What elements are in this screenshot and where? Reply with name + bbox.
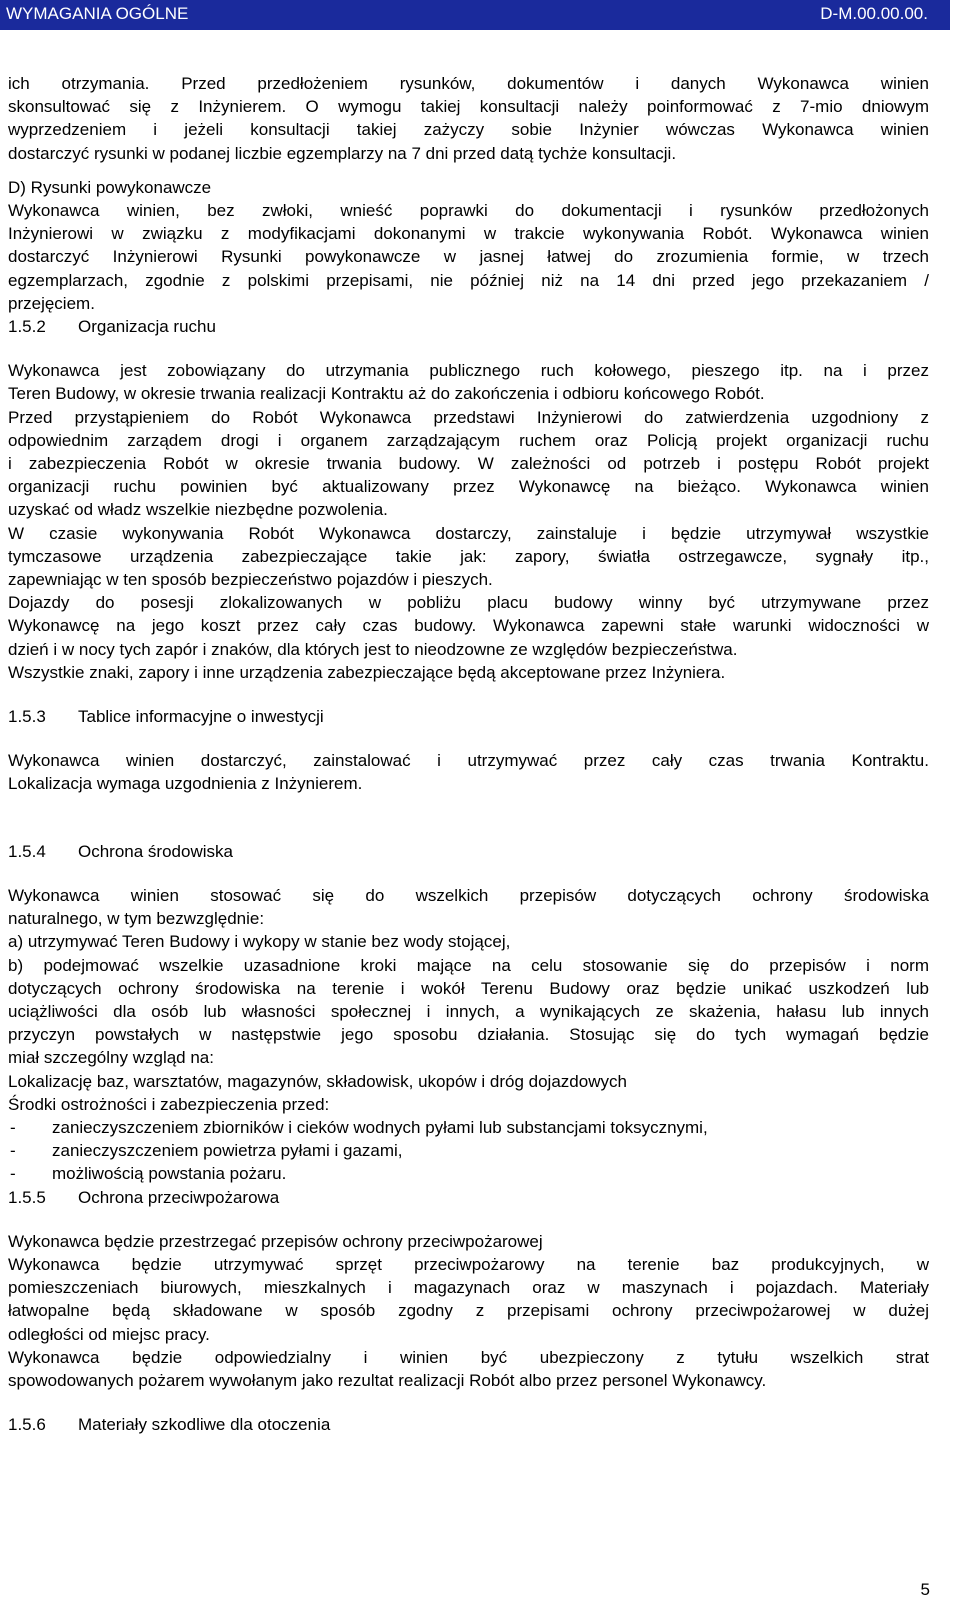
- text-line: zapewniając w ten sposób bezpieczeństwo pojazdów i pieszych.: [8, 570, 493, 590]
- text-line: łatwopalne będą składowane w sposób zgodny z przepisami ochrony przeciwpożarowej w dużej: [8, 1301, 929, 1321]
- section-heading-1-5-4: [8, 840, 929, 863]
- paragraph: Wykonawca będzie przestrzegać przepisów ochrony przeciwpożarowej: [8, 1231, 543, 1251]
- list-item: [8, 1162, 929, 1185]
- list-item-b: [8, 954, 929, 1070]
- paragraph: [8, 884, 929, 930]
- text-line: odległości od miejsc pracy.: [8, 1324, 210, 1344]
- text-line: dzień i w nocy tych zapór i znaków, dla których jest to nieodzowne ze względów bezpieczeństwa.: [8, 639, 738, 659]
- text-line: egzemplarzach, zgodnie z polskimi przepisami, nie później niż na 14 dni przed jego przekazaniem /: [8, 270, 929, 290]
- text-line: uciążliwości dla osób lub własności społecznej i innych, a wynikających ze skażenia, hałasu lub innych: [8, 1001, 929, 1021]
- list-dash: -: [10, 1141, 16, 1161]
- intro-paragraph: [8, 72, 929, 165]
- section-number: 1.5.4: [8, 841, 46, 861]
- text-line: dostarczyć Inżynierowi Rysunki powykonawcze w jasnej łatwej do zrozumienia formie, w trzech: [8, 247, 929, 267]
- section-number: 1.5.5: [8, 1187, 46, 1207]
- section-heading-1-5-2: [8, 315, 929, 338]
- list-dash: -: [10, 1164, 16, 1184]
- text-line: W czasie wykonywania Robót Wykonawca dostarczy, zainstaluje i będzie utrzymywał wszystkie: [8, 523, 929, 543]
- section-number: 1.5.2: [8, 317, 46, 337]
- text-line: ich otrzymania. Przed przedłożeniem rysunków, dokumentów i danych Wykonawca winien: [8, 74, 929, 93]
- text-line: Wykonawca winien, bez zwłoki, wnieść poprawki do dokumentacji i rysunków przedłożonych: [8, 201, 929, 221]
- text-line: miał szczególny wzgląd na:: [8, 1048, 214, 1068]
- list-item-a: a) utrzymywać Teren Budowy i wykopy w stanie bez wody stojącej,: [8, 932, 511, 952]
- document-body: [8, 72, 929, 1436]
- text-line: wyprzedzeniem i jeżeli konsultacji takiej zażyczy sobie Inżynier wówczas Wykonawca winien: [8, 120, 929, 140]
- list-item: [8, 1116, 929, 1139]
- text-line: Wykonawca jest zobowiązany do utrzymania publicznego ruch kołowego, pieszego itp. na i przez: [8, 361, 929, 381]
- text-line: b) podejmować wszelkie uzasadnione kroki mające na celu stosowanie się do przepisów i norm: [8, 955, 929, 975]
- list-item-text: możliwością powstania pożaru.: [52, 1164, 287, 1184]
- paragraph: [8, 359, 929, 405]
- dash-list: [8, 1116, 929, 1186]
- text-line: Przed przystąpieniem do Robót Wykonawca przedstawi Inżynierowi do zatwierdzenia uzgodniony z: [8, 407, 929, 427]
- list-item: [8, 1139, 929, 1162]
- text-line: organizacji ruchu powinien być aktualizowany przez Wykonawcę na bieżąco. Wykonawca winien: [8, 477, 929, 497]
- section-heading-1-5-3: [8, 705, 929, 728]
- text-line: dotyczących ochrony środowiska na terenie i wokół Terenu Budowy oraz będzie unikać uszkodzeń lub: [8, 978, 929, 998]
- header-title: WYMAGANIA OGÓLNE: [6, 4, 189, 23]
- paragraph: [8, 1346, 929, 1392]
- text-line: przyczyn powstałych w następstwie jego sposobu działania. Stosując się do tych wymagań będzie: [8, 1025, 929, 1045]
- text-line: pomieszczeniach biurowych, mieszkalnych i magazynach oraz w maszynach i pojazdach. Materiały: [8, 1278, 929, 1298]
- paragraph: Środki ostrożności i zabezpieczenia przed:: [8, 1094, 330, 1114]
- text-line: Wykonawcę na jego koszt przez cały czas budowy. Wykonawca zapewni stałe warunki widoczności w: [8, 616, 929, 636]
- section-title: Ochrona środowiska: [78, 841, 233, 861]
- paragraph: Lokalizację baz, warsztatów, magazynów, składowisk, ukopów i dróg dojazdowych: [8, 1071, 627, 1091]
- text-line: Teren Budowy, w okresie trwania realizacji Kontraktu aż do zakończenia i odbioru końcowego Robót.: [8, 384, 765, 404]
- text-line: Wykonawca winien stosować się do wszelkich przepisów dotyczących ochrony środowiska: [8, 885, 929, 905]
- text-line: naturalnego, w tym bezwzględnie:: [8, 909, 265, 929]
- paragraph: [8, 1253, 929, 1346]
- paragraph: Wszystkie znaki, zapory i inne urządzenia zabezpieczające będą akceptowane przez Inżyniera.: [8, 662, 726, 682]
- text-line: spowodowanych pożarem wywołanym jako rezultat realizacji Robót albo przez personel Wykonawcy.: [8, 1370, 767, 1390]
- list-item-text: zanieczyszczeniem powietrza pyłami i gazami,: [52, 1141, 403, 1161]
- header-document-code: D-M.00.00.00.: [820, 4, 928, 23]
- section-title: Materiały szkodliwe dla otoczenia: [78, 1415, 331, 1435]
- section-number: 1.5.6: [8, 1415, 46, 1435]
- section-title: Ochrona przeciwpożarowa: [78, 1187, 280, 1207]
- text-line: Dojazdy do posesji zlokalizowanych w pobliżu placu budowy winny być utrzymywane przez: [8, 593, 929, 613]
- text-line: i zabezpieczenia Robót w okresie trwania budowy. W zależności od potrzeb i postępu Robót projekt: [8, 454, 929, 474]
- text-line: przejęciem.: [8, 293, 95, 313]
- text-line: Lokalizacja wymaga uzgodnienia z Inżynierem.: [8, 774, 363, 794]
- section-title: Tablice informacyjne o inwestycji: [78, 707, 324, 727]
- text-line: tymczasowe urządzenia zabezpieczające takie jak: zapory, światła ostrzegawcze, sygnały itp.,: [8, 546, 929, 566]
- section-d-paragraph: [8, 199, 929, 315]
- text-line: Wykonawca będzie odpowiedzialny i winien być ubezpieczony z tytułu wszelkich strat: [8, 1347, 929, 1367]
- text-line: uzyskać od władz wszelkie niezbędne pozwolenia.: [8, 500, 388, 520]
- text-line: Wykonawca będzie utrzymywać sprzęt przeciwpożarowy na terenie baz produkcyjnych, w: [8, 1254, 929, 1274]
- page-header: [0, 0, 950, 30]
- text-line: Inżynierowi w związku z modyfikacjami dokonanymi w trakcie wykonywania Robót. Wykonawca winien: [8, 224, 929, 244]
- paragraph: [8, 591, 929, 661]
- text-line: odpowiednim zarządem drogi i organem zarządzającym ruchem oraz Policją projekt organizacji ruchu: [8, 430, 929, 450]
- paragraph: [8, 406, 929, 522]
- section-heading-1-5-6: [8, 1413, 929, 1436]
- text-line: dostarczyć rysunki w podanej liczbie egzemplarzy na 7 dni przed datą tychże konsultacji.: [8, 143, 677, 163]
- section-heading-1-5-5: [8, 1186, 929, 1209]
- section-number: 1.5.3: [8, 707, 46, 727]
- list-dash: -: [10, 1117, 16, 1137]
- paragraph: [8, 522, 929, 592]
- page-number: 5: [920, 1580, 930, 1599]
- section-d-title: D) Rysunki powykonawcze: [8, 177, 212, 197]
- text-line: skonsultować się z Inżynierem. O wymogu takiej konsultacji należy poinformować z 7-mio dniowym: [8, 97, 929, 117]
- list-item-text: zanieczyszczeniem zbiorników i cieków wodnych pyłami lub substancjami toksycznymi,: [52, 1117, 708, 1137]
- section-title: Organizacja ruchu: [78, 317, 216, 337]
- paragraph: [8, 749, 929, 795]
- text-line: Wykonawca winien dostarczyć, zainstalować i utrzymywać przez cały czas trwania Kontraktu.: [8, 751, 929, 771]
